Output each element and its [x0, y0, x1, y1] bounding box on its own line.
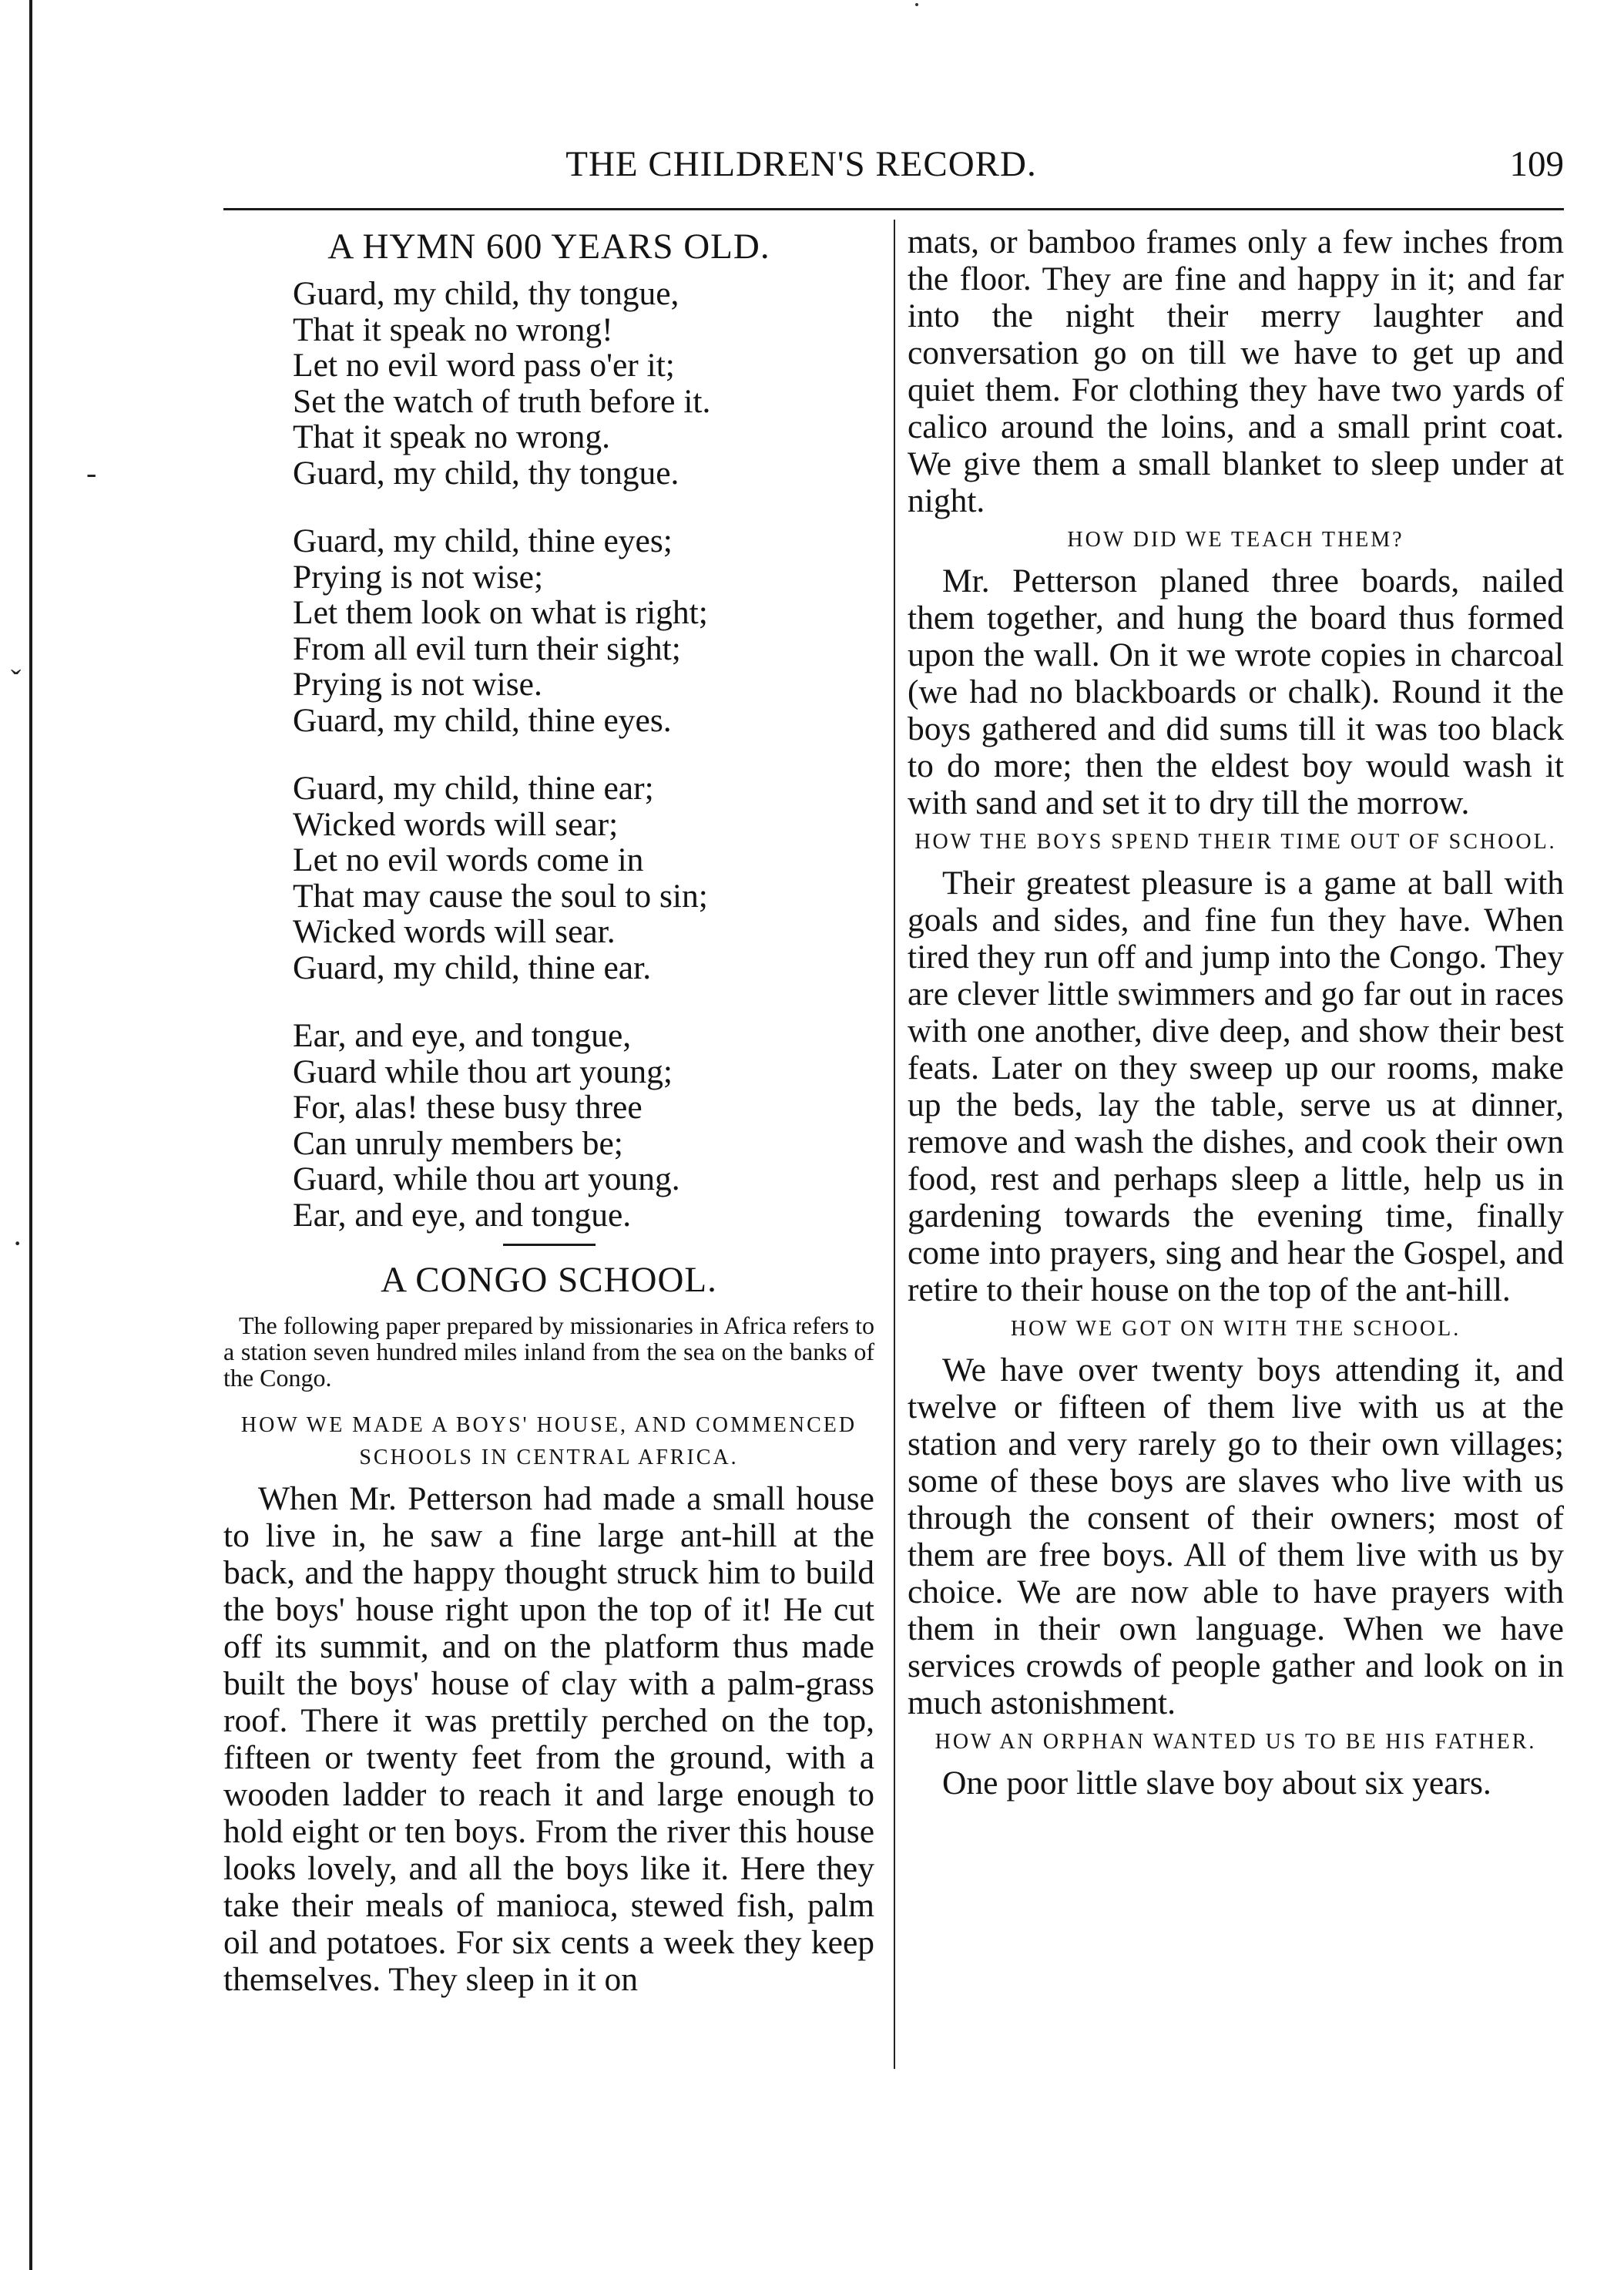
section-heading: HOW THE BOYS SPEND THEIR TIME OUT OF SCHOOL. — [914, 830, 1557, 854]
right-column — [908, 223, 1564, 1802]
hymn-line: Ear, and eye, and tongue. — [293, 1196, 632, 1234]
section-body: Their greatest pleasure is a game at ball with goals and sides, and fine fun they have. When tired they run off and jump into the Congo. They are clever little swimmers and go far out in races with one another, dive deep, and show their best feats. Later on they sweep up our rooms, make up the beds, lay the table, serve us at dinner, remove and wash the dishes, and cook their own food, rest and perhaps sleep a little, help us in gardening towards the evening time, finally come into prayers, sing and hear the Gospel, and retire to their house on the top of the ant-hill. — [908, 865, 1564, 1308]
hymn-line: Let them look on what is right; — [293, 594, 708, 631]
hymn-line: From all evil turn their sight; — [293, 630, 681, 667]
hymn-line: Guard, my child, thy tongue. — [293, 454, 679, 492]
hymn-line: Guard, my child, thine ear. — [293, 949, 652, 986]
hymn-stanza — [223, 1018, 874, 1233]
running-title: THE CHILDREN'S RECORD. — [565, 144, 1037, 184]
page-edge-line — [29, 0, 32, 2270]
hymn-line: Can unruly members be; — [293, 1124, 623, 1162]
hymn-stanza — [223, 276, 874, 491]
hymn-line: Set the watch of truth before it. — [293, 382, 711, 420]
hymn-line: Ear, and eye, and tongue, — [293, 1017, 632, 1054]
hymn-line: Guard, my child, thine ear; — [293, 770, 654, 807]
hymn-line: Wicked words will sear. — [293, 913, 616, 950]
section-divider — [503, 1244, 596, 1246]
print-dot — [915, 3, 918, 6]
section-heading: HOW DID WE TEACH THEM? — [1067, 528, 1404, 552]
hymn-line: That it speak no wrong! — [293, 311, 613, 348]
hymn-line: Wicked words will sear; — [293, 805, 619, 843]
hymn-line: That it speak no wrong. — [293, 418, 610, 455]
hymn-line: Prying is not wise. — [293, 666, 542, 703]
hymn-line: Guard, my child, thine eyes. — [293, 701, 672, 739]
hymn-line: Let no evil words come in — [293, 841, 644, 878]
section-heading: HOW WE GOT ON WITH THE SCHOOL. — [1010, 1317, 1461, 1341]
hymn-line: Guard, while thou art young. — [293, 1160, 680, 1197]
hymn-line: That may cause the soul to sin; — [293, 877, 708, 915]
hymn-line: Let no evil word pass o'er it; — [293, 347, 675, 384]
margin-mark: ˇ — [11, 663, 22, 698]
margin-mark: - — [86, 455, 97, 490]
article-title: A CONGO SCHOOL. — [381, 1260, 717, 1300]
section-body: Mr. Petterson planed three boards, nailed them together, and hung the board thus formed upon the wall. On it we wrote copies in charcoal (we had no blackboards or chalk). Round it the boys gathered and did sums till it was too black to do more; then the eldest boy would wash it with sand and set it to dry till the morrow. — [908, 562, 1564, 821]
left-column — [223, 223, 874, 1998]
running-head — [223, 137, 1564, 191]
hymn-stanza — [223, 523, 874, 738]
hymn-line: Prying is not wise; — [293, 558, 544, 596]
margin-mark: · — [12, 1226, 23, 1261]
column-rule — [894, 220, 895, 2069]
hymn-line: Guard, my child, thine eyes; — [293, 522, 673, 559]
hymn-line: Guard, my child, thy tongue, — [293, 275, 679, 312]
section-body-continued: mats, or bamboo frames only a few inches from the floor. They are fine and happy in it; and far into the night their merry laughter and conversation go on till we have to get up and quiet them. For clothing they have two yards of calico around the loins, and a small print coat. We give them a small blanket to sleep under at night. — [908, 223, 1564, 519]
section-body: One poor little slave boy about six years. — [942, 1765, 1491, 1802]
hymn-title: A HYMN 600 YEARS OLD. — [327, 227, 770, 267]
page-number: 109 — [1509, 144, 1564, 184]
header-rule — [223, 208, 1564, 210]
section-heading: HOW WE MADE A BOYS' HOUSE, AND COMMENCED SCHOOLS IN CENTRAL AFRICA. — [240, 1413, 857, 1469]
section-body: When Mr. Petterson had made a small house to live in, he saw a fine large ant-hill at the back, and the happy thought struck him to build the boys' house right upon the top of it! He cut off its summit, and on the platform thus made built the boys' house of clay with a palm-grass roof. There it was prettily perched on the top, fifteen or twenty feet from the ground, with a wooden ladder to reach it and large enough to hold eight or ten boys. From the river this house looks lovely, and all the boys like it. Here they take their meals of manioca, stewed fish, palm oil and potatoes. For six cents a week they keep themselves. They sleep in it on — [223, 1480, 874, 1998]
article-intro: The following paper prepared by missionaries in Africa refers to a station seven hundred miles inland from the sea on the banks of the Congo. — [223, 1311, 874, 1392]
section-heading: HOW AN ORPHAN WANTED US TO BE HIS FATHER. — [934, 1730, 1537, 1754]
hymn-line: For, alas! these busy three — [293, 1089, 643, 1126]
section-body: We have over twenty boys attending it, and twelve or fifteen of them live with us at the station and very rarely go to their own villages; some of these boys are slaves who live with us through the consent of their owners; most of them are free boys. All of them live with us by choice. We are now able to have prayers with them in their own language. When we have services crowds of people gather and look on in much astonishment. — [908, 1352, 1564, 1721]
hymn-stanza — [223, 771, 874, 986]
hymn-line: Guard while thou art young; — [293, 1053, 673, 1090]
